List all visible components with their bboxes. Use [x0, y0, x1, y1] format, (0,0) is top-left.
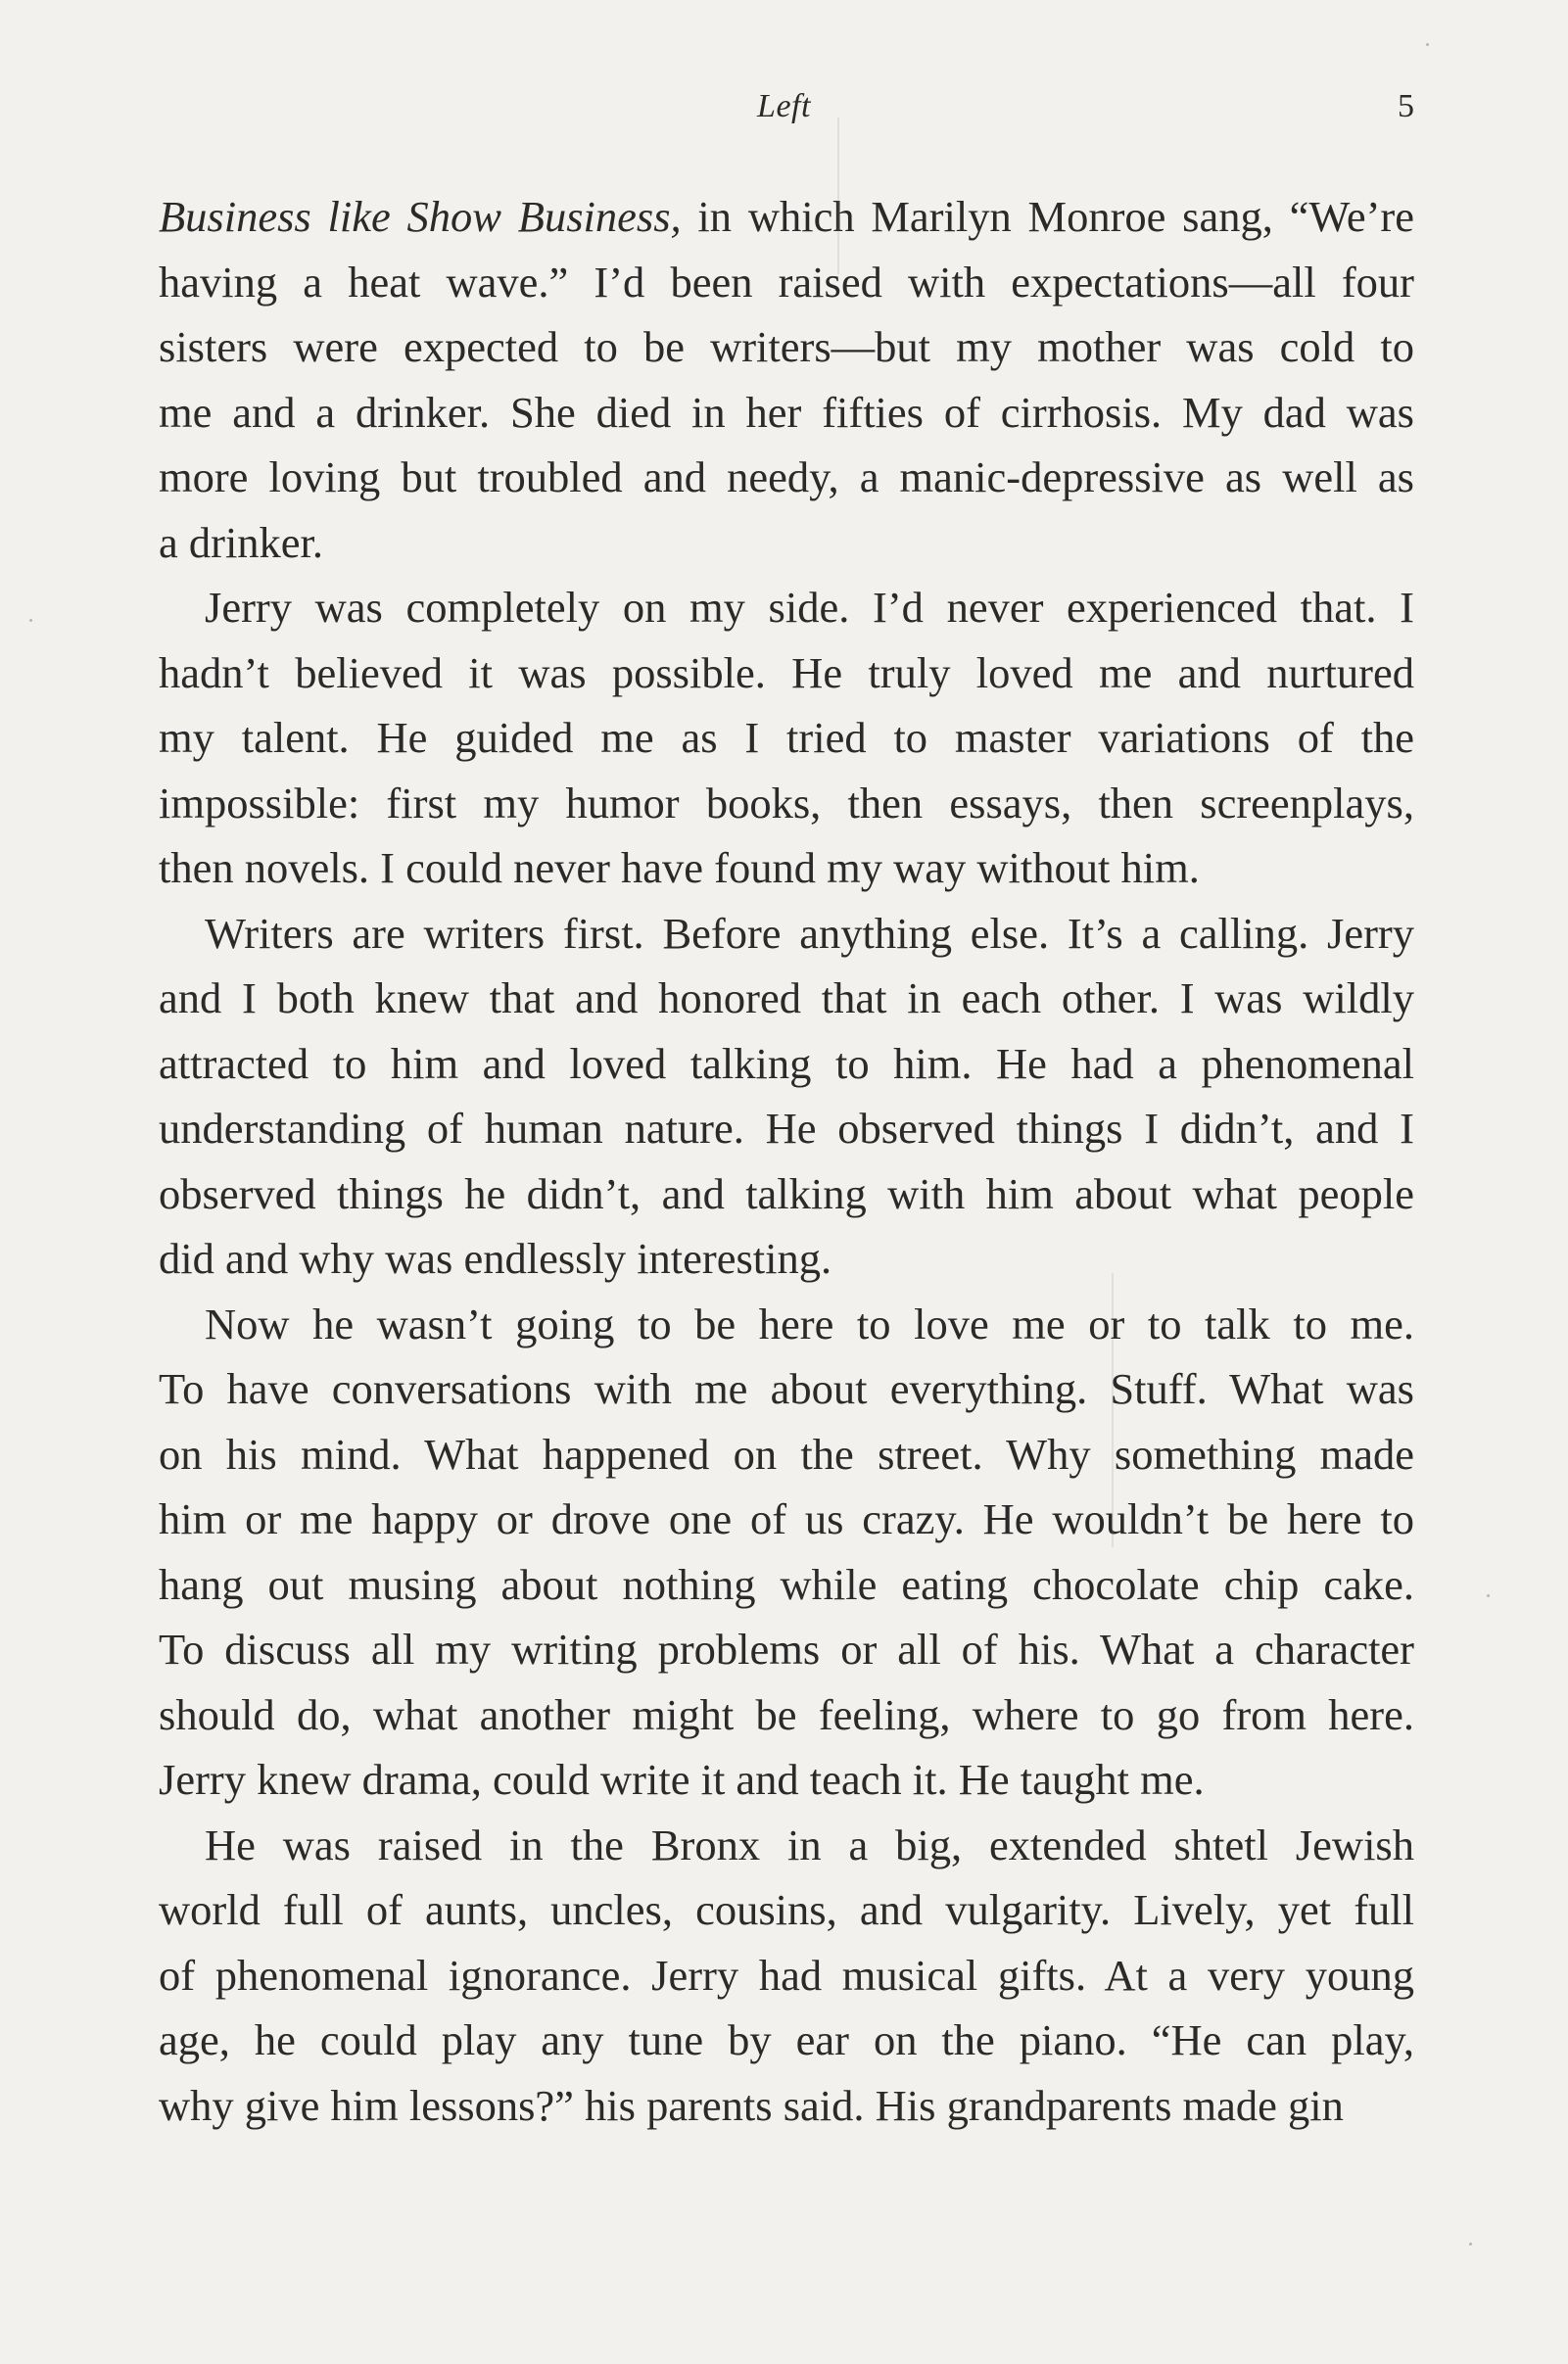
text-line [159, 1943, 1414, 2009]
text-line [159, 2073, 1414, 2139]
italic-title: Business like Show Business, [159, 192, 682, 241]
text-line [159, 1031, 1414, 1097]
text-line [159, 966, 1414, 1031]
line-text: understanding of human nature. He observed things I didn’t, and I [159, 1104, 1414, 1153]
line-text: To discuss all my writing problems or all of his. What a character [159, 1625, 1414, 1674]
line-text: Now he wasn’t going to be here to love me or to talk to me. [205, 1299, 1414, 1348]
scan-crease [1112, 1273, 1114, 1547]
line-text: why give him lessons?” his parents said. His grandparents made gin [159, 2080, 1344, 2130]
line-text: my talent. He guided me as I tried to master variations of the [159, 713, 1414, 762]
text-line [159, 1161, 1414, 1227]
line-text: impossible: first my humor books, then essays, then screenplays, [159, 778, 1414, 827]
text-line [159, 1487, 1414, 1552]
line-text: him or me happy or drove one of us crazy. He wouldn’t be here to [159, 1494, 1414, 1543]
line-text: Writers are writers first. Before anything else. It’s a calling. Jerry [205, 908, 1414, 958]
line-text: on his mind. What happened on the street. Why something made [159, 1429, 1414, 1479]
text-line [159, 2008, 1414, 2073]
line-text: should do, what another might be feeling, where to go from here. [159, 1689, 1414, 1739]
text-line [159, 771, 1414, 836]
line-text: observed things he didn’t, and talking with him about what people [159, 1168, 1414, 1218]
body-text [159, 184, 1414, 2138]
line-text: Jerry knew drama, could write it and teach it. He taught me. [159, 1755, 1205, 1804]
line-text: Jerry was completely on my side. I’d never experienced that. I [205, 583, 1414, 632]
scan-speck [1426, 43, 1429, 46]
line-text: in which Marilyn Monroe sang, “We’re [681, 192, 1414, 241]
line-text: and I both knew that and honored that in each other. I was wildly [159, 973, 1414, 1022]
text-line [159, 1422, 1414, 1488]
paragraph [159, 184, 1414, 575]
text-line [159, 901, 1414, 967]
line-text: To have conversations with me about everything. Stuff. What was [159, 1364, 1414, 1413]
text-line [159, 1617, 1414, 1682]
line-text: hang out musing about nothing while eating chocolate chip cake. [159, 1559, 1414, 1609]
line-text: age, he could play any tune by ear on the piano. “He can play, [159, 2015, 1414, 2064]
line-text: a drinker. [159, 517, 324, 567]
text-line [159, 575, 1414, 640]
line-text: more loving but troubled and needy, a manic-depressive as well as [159, 452, 1414, 501]
text-line [159, 1877, 1414, 1943]
scan-speck [1487, 1594, 1490, 1597]
scan-crease [837, 118, 839, 274]
paragraph [159, 1813, 1414, 2139]
paragraph [159, 575, 1414, 901]
line-text: of phenomenal ignorance. Jerry had musical gifts. At a very young [159, 1950, 1414, 2000]
scan-speck [1469, 2243, 1472, 2246]
paragraph [159, 1292, 1414, 1813]
text-line [159, 1096, 1414, 1161]
line-text: world full of aunts, uncles, cousins, and vulgarity. Lively, yet full [159, 1885, 1414, 1934]
line-text: attracted to him and loved talking to him. He had a phenomenal [159, 1038, 1414, 1088]
line-text: sisters were expected to be writers—but my mother was cold to [159, 322, 1414, 371]
text-line [159, 314, 1414, 380]
line-text: then novels. I could never have found my way without him. [159, 843, 1200, 892]
running-head [0, 82, 1568, 131]
line-text: did and why was endlessly interesting. [159, 1234, 832, 1283]
paragraph [159, 901, 1414, 1292]
text-line [159, 705, 1414, 771]
text-line [159, 1226, 1414, 1292]
line-text: having a heat wave.” I’d been raised with expectations—all four [159, 257, 1414, 307]
text-line [159, 1292, 1414, 1357]
text-line [159, 1356, 1414, 1422]
text-line [159, 1682, 1414, 1748]
text-line [159, 380, 1414, 446]
scan-speck [29, 619, 32, 622]
text-line [159, 250, 1414, 315]
text-line [159, 1552, 1414, 1618]
text-line [159, 445, 1414, 510]
line-text: me and a drinker. She died in her fifties of cirrhosis. My dad was [159, 387, 1414, 437]
text-line [159, 1747, 1414, 1813]
text-line [159, 1813, 1414, 1878]
text-line [159, 835, 1414, 901]
text-line [159, 640, 1414, 706]
text-line [159, 510, 1414, 576]
running-title: Left [757, 88, 811, 124]
line-text: hadn’t believed it was possible. He truly loved me and nurtured [159, 647, 1414, 697]
page-number: 5 [1398, 88, 1414, 124]
text-line [159, 184, 1414, 250]
line-text: He was raised in the Bronx in a big, extended shtetl Jewish [205, 1820, 1414, 1869]
